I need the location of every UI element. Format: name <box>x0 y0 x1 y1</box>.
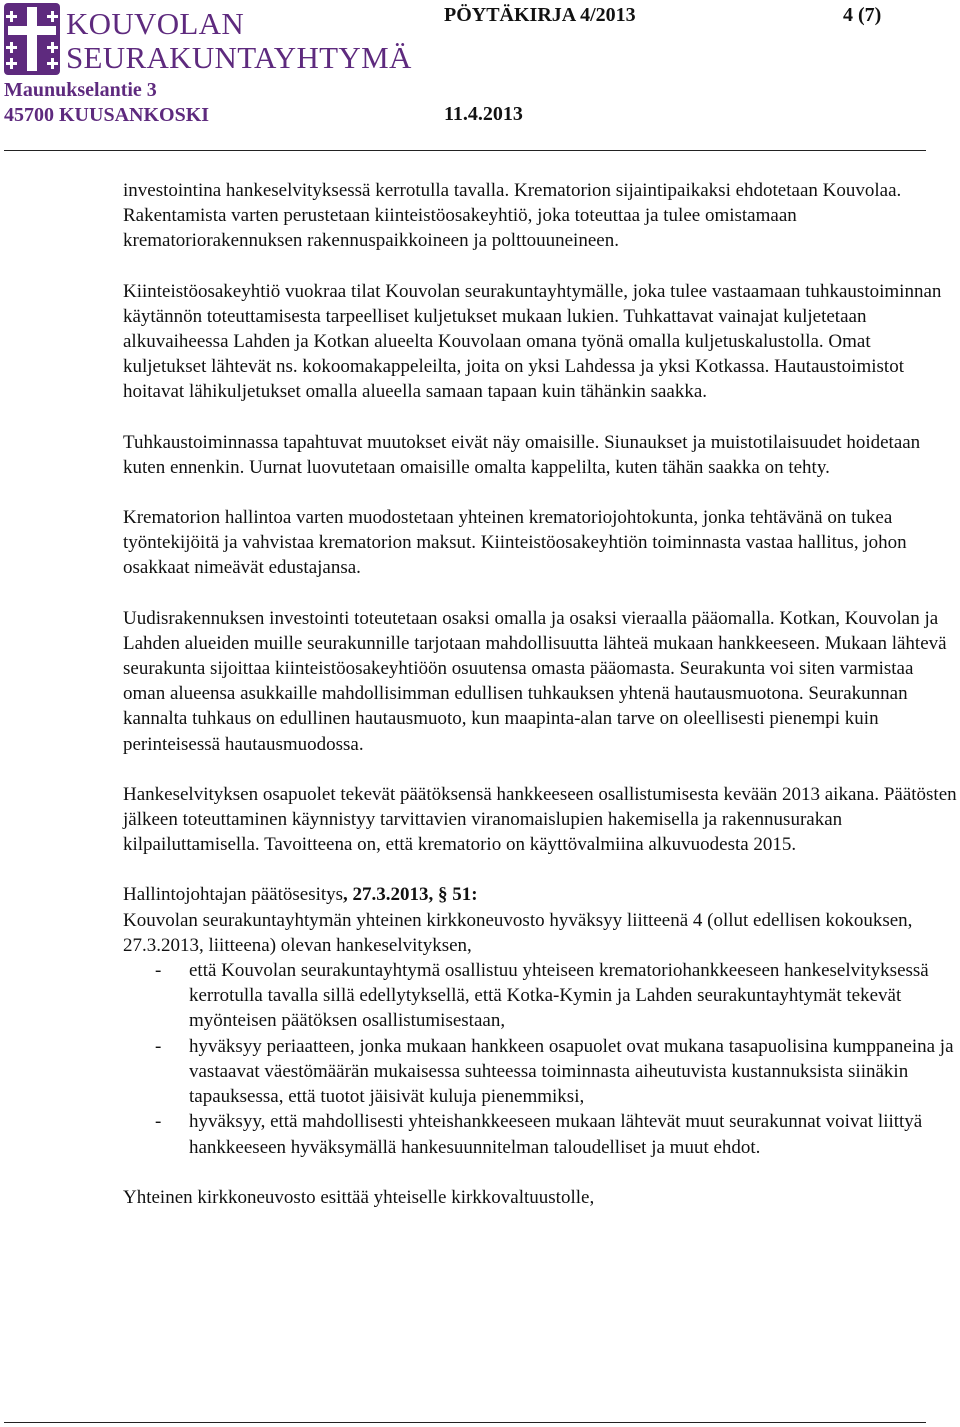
list-item-text: hyväksyy, että mahdollisesti yhteishankkeeseen mukaan lähtevät muut seurakunnat voivat liittyä hankkeeseen hyväksymällä hankesuunnitelman taloudelliset ja muut ehdot. <box>189 1111 923 1158</box>
proposal-heading-label: Hallintojohtajan päätösesitys <box>123 884 344 906</box>
paragraph-5: Uudisrakennuksen investointi toteutetaan osaksi omalla ja osaksi vieraalla pääomalla. Kotkan, Kouvolan ja Lahden alueiden muille seurakunnille tarjotaan mahdollisuutta lähteä mukaan hankkeeseen. Mukaan lähtevä seurakunta sijoittaa kiinteistöosakeyhtiöön osuutensa omasta pääomasta. Seurakunta voi siten varmistaa oman alueensa asukkaille mahdollisimman edullisen tuhkauksen yhtenä hautausmuotona. Seurakunnan kannalta tuhkaus on edullinen hautausmuoto, kun maapinta-alan tarve on oleellisesti pienempi kuin perinteisessä hautausmuodossa. <box>123 607 947 755</box>
proposal-heading <box>123 882 958 907</box>
address-postal: 45700 KUUSANKOSKI <box>4 104 210 126</box>
org-name-line2: SEURAKUNTAYHTYMÄ <box>66 40 412 75</box>
paragraph-6: Hankeselvityksen osapuolet tekevät päätöksensä hankkeeseen osallistumisesta kevään 2013 aikana. Päätösten jälkeen toteuttaminen käynnistyy tarvittavien viranomaislupien hakemisella ja rakennusurakan kilpailuttamisella. Tavoitteena on, että krematorio on käyttövalmiina alkuvuodesta 2015. <box>123 783 957 856</box>
paragraph-2: Kiinteistöosakeyhtiö vuokraa tilat Kouvolan seurakuntayhtymälle, joka tulee vastaamaan tuhkaustoiminnan käytännön toteuttamisesta tarpeelliset kuljetukset mukaan lukien. Tuhkattavat vainajat kuljetetaan alkuvaiheessa Lahden ja Kotkan alueelta Kouvolaan omana työnä omalla kuljetuskalustolla. Omat kuljetukset lähtevät ns. kokoomakappeleilta, joita on yksi Lahdessa ja yksi Kotkassa. Hautaustoimistot hoitavat lähikuljetukset omalla alueella samaan tapaan kuin tähänkin saakka. <box>123 280 942 403</box>
dash-marker: - <box>155 960 162 982</box>
list-item-text: että Kouvolan seurakuntayhtymä osallistuu yhteiseen krematoriohankkeeseen hankeselvityksessä kerrotulla tavalla sillä edellytyksellä, että Kotka-Kymin ja Lahden seurakuntayhtymät tekevät myönteisen päätöksen osallistumisestaan, <box>189 960 929 1032</box>
document-body <box>123 178 958 1235</box>
paragraph-1: investointina hankeselvityksessä kerrotulla tavalla. Krematorion sijaintipaikaksi ehdotetaan Kouvolaa. Rakentamista varten perustetaan kiinteistöosakeyhtiö, joka toteuttaa ja tulee omistamaan krematoriorakennuksen rakennuspaikkoineen ja polttouuneineen. <box>123 180 902 252</box>
cross-logo-icon <box>4 3 60 75</box>
list-item <box>123 1109 958 1159</box>
list-item-text: hyväksyy periaatteen, jonka mukaan hankkeen osapuolet ovat mukana tasapuolisina kumppaneina ja vastaavat väestömäärän mukaisessa suhteessa toiminnasta aiheutuvista kustannuksista siinäkin tapauksessa, että tuotot jäisivät kuluja pienemmiksi, <box>189 1035 954 1108</box>
footer-divider <box>4 1422 926 1423</box>
proposal-heading-section: § 51: <box>438 884 478 906</box>
dash-marker: - <box>155 1035 162 1057</box>
paragraph-3: Tuhkaustoiminnassa tapahtuvat muutokset eivät näy omaisille. Siunaukset ja muistotilaisuudet hoidetaan kuten ennenkin. Uurnat luovutetaan omaisille omalta kappelilta, kuten tähän saakka on tehty. <box>123 431 921 478</box>
document-date: 11.4.2013 <box>444 103 523 125</box>
org-logo <box>4 3 419 81</box>
page-number: 4 (7) <box>843 4 882 26</box>
proposal-heading-date: , 27.3.2013, <box>343 884 439 906</box>
org-name-line1: KOUVOLAN <box>66 6 245 41</box>
list-item <box>123 1034 958 1110</box>
closing-text: Yhteinen kirkkoneuvosto esittää yhteiselle kirkkovaltuustolle, <box>123 1186 595 1208</box>
list-item <box>123 958 958 1034</box>
document-title: PÖYTÄKIRJA 4/2013 <box>444 4 636 26</box>
header-divider <box>4 150 926 151</box>
proposal-list <box>123 958 958 1160</box>
paragraph-4: Krematorion hallintoa varten muodostetaan yhteinen krematoriojohtokunta, jonka tehtävänä on tukea työntekijöitä ja vahvistaa krematorion maksut. Kiinteistöosakeyhtiön toiminnasta vastaa hallitus, johon osakkaat nimeävät edustajansa. <box>123 507 907 579</box>
dash-marker: - <box>155 1111 162 1133</box>
address-street: Maunukselantie 3 <box>4 79 157 101</box>
proposal-text: Kouvolan seurakuntayhtymän yhteinen kirkkoneuvosto hyväksyy liitteenä 4 (ollut edellisen kokouksen, 27.3.2013, liitteena) olevan hankeselvityksen, <box>123 909 913 956</box>
